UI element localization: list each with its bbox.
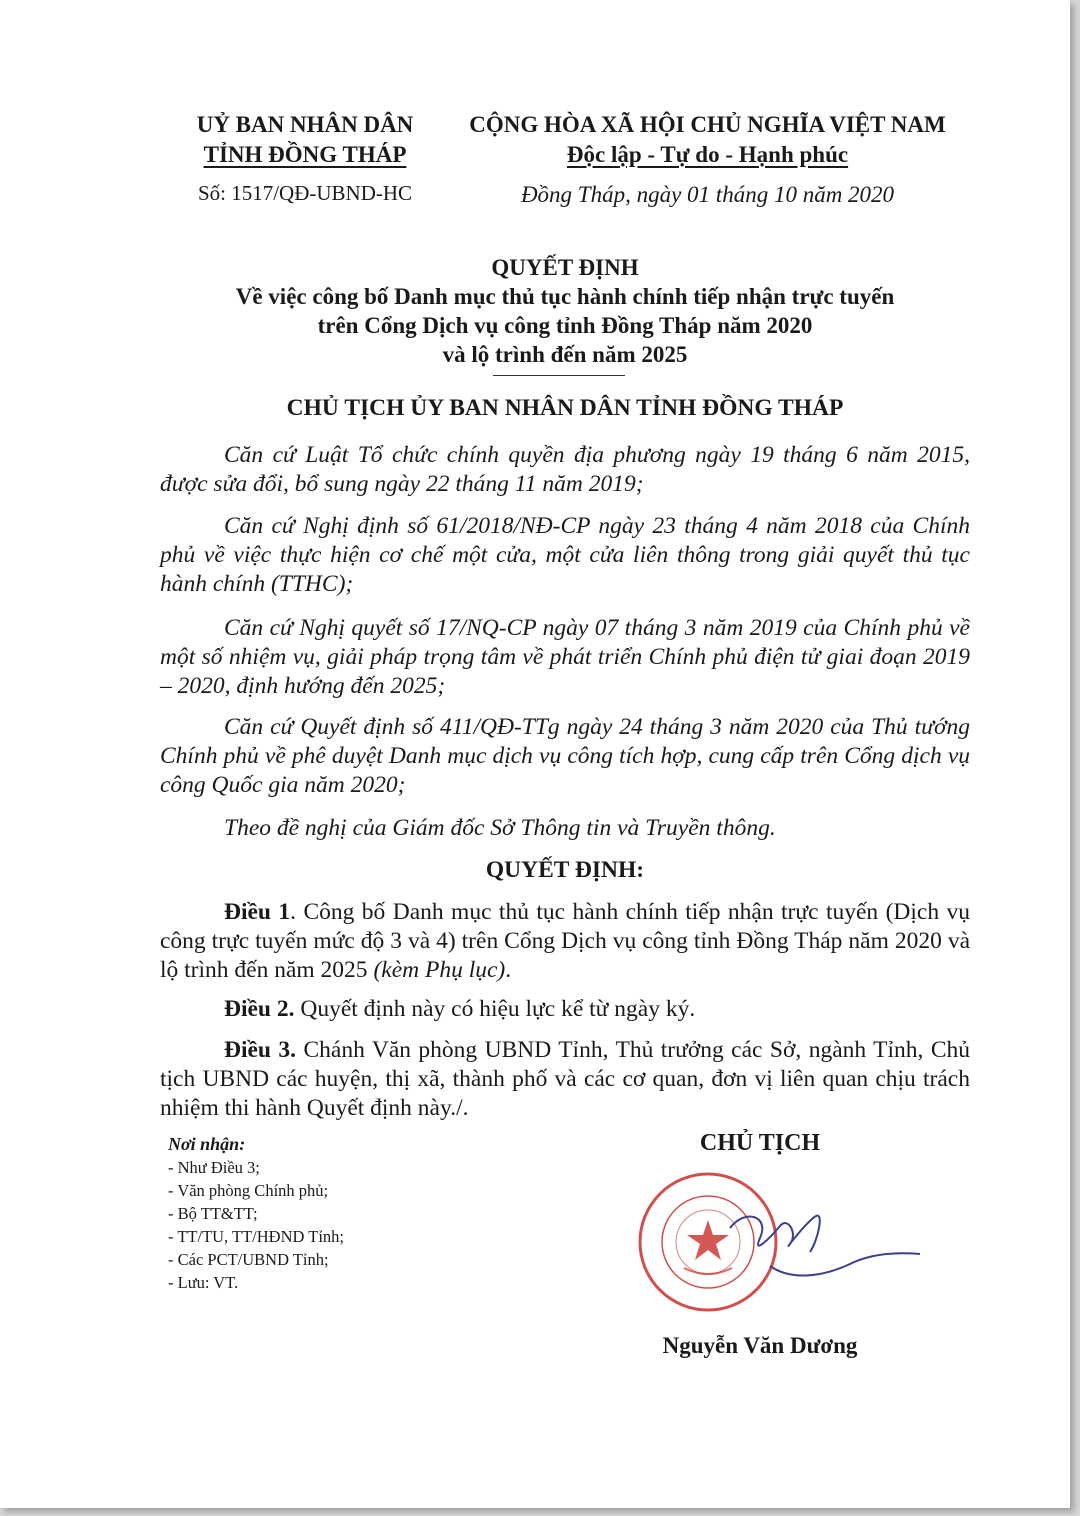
article-3 bbox=[160, 1036, 970, 1123]
subject-line3: và lộ trình đến năm 2025 bbox=[442, 342, 688, 367]
seal-and-signature bbox=[620, 1168, 940, 1328]
preamble-5-text: Theo đề nghị của Giám đốc Sở Thông tin và Truyền thông. bbox=[224, 815, 776, 841]
official-seal bbox=[640, 1174, 776, 1310]
motto-text: Độc lập - Tự do - Hạnh phúc bbox=[566, 142, 849, 167]
authority-heading: CHỦ TỊCH ỦY BAN NHÂN DÂN TỈNH ĐỒNG THÁP bbox=[286, 395, 844, 421]
recipient-item: - TT/TU, TT/HĐND Tỉnh; bbox=[168, 1227, 344, 1246]
article-1-text: . Công bố Danh mục thủ tục hành chính tiếp nhận trực tuyến (Dịch vụ công trực tuyến mức độ 3 và 4) trên Cổng Dịch vụ công tỉnh Đồng Tháp năm 2020 và lộ trình đến năm 2025 bbox=[160, 899, 970, 983]
recipients-block bbox=[168, 1132, 498, 1294]
motto-line bbox=[450, 140, 965, 170]
article-1 bbox=[160, 898, 970, 985]
preamble-1-text: Căn cứ Luật Tổ chức chính quyền địa phương ngày 19 tháng 6 năm 2015, được sửa đổi, bổ sung ngày 22 tháng 11 năm 2019; bbox=[160, 442, 970, 497]
subject-line2: trên Cổng Dịch vụ công tỉnh Đồng Tháp năm 2020 bbox=[317, 313, 813, 338]
doc-type: QUYẾT ĐỊNH bbox=[491, 255, 639, 280]
title-block bbox=[150, 253, 980, 369]
title-divider bbox=[493, 375, 625, 376]
preamble-2 bbox=[160, 512, 970, 599]
preamble-4-text: Căn cứ Quyết định số 411/QĐ-TTg ngày 24 tháng 3 năm 2020 của Thủ tướng Chính phủ về phê duyệt Danh mục dịch vụ công tích hợp, cung cấp trên Cổng dịch vụ công Quốc gia năm 2020; bbox=[160, 714, 970, 798]
nation-title: CỘNG HÒA XÃ HỘI CHỦ NGHĨA VIỆT NAM bbox=[469, 112, 946, 137]
recipient-item: - Các PCT/UBND Tỉnh; bbox=[168, 1250, 329, 1269]
doc-number: Số: 1517/QĐ-UBND-HC bbox=[197, 181, 413, 205]
signature-scribble bbox=[730, 1216, 920, 1276]
decision-heading: QUYẾT ĐỊNH: bbox=[485, 857, 645, 883]
recipient-item: - Bộ TT&TT; bbox=[168, 1204, 258, 1223]
agency-line1: UỶ BAN NHÂN DÂN bbox=[196, 112, 414, 137]
article-2-text: Quyết định này có hiệu lực kể từ ngày ký. bbox=[294, 996, 696, 1022]
article-1-note: (kèm Phụ lục) bbox=[373, 957, 506, 983]
nation-block bbox=[450, 110, 965, 170]
agency-block bbox=[150, 110, 460, 170]
preamble-3-text: Căn cứ Nghị quyết số 17/NQ-CP ngày 07 tháng 3 năm 2019 của Chính phủ về một số nhiệm vụ, giải pháp trọng tâm về phát triển Chính phủ điện tử giai đoạn 2019 – 2020, định hướng đến 2025; bbox=[160, 615, 970, 699]
agency-line2-text: TỈNH ĐỒNG THÁP bbox=[203, 142, 407, 167]
preamble-1 bbox=[160, 441, 970, 499]
preamble-4 bbox=[160, 713, 970, 800]
signer-name: Nguyễn Văn Dương bbox=[662, 1333, 858, 1358]
subject-line1: Về việc công bố Danh mục thủ tục hành chính tiếp nhận trực tuyến bbox=[235, 284, 895, 309]
recipient-item: - Văn phòng Chính phủ; bbox=[168, 1181, 329, 1200]
recipient-item: - Như Điều 3; bbox=[168, 1158, 260, 1177]
preamble-2-text: Căn cứ Nghị định số 61/2018/NĐ-CP ngày 23 tháng 4 năm 2018 của Chính phủ về việc thực hiện cơ chế một cửa, một cửa liên thông trong giải quyết thủ tục hành chính (TTHC); bbox=[160, 513, 970, 597]
place-date: Đồng Tháp, ngày 01 tháng 10 năm 2020 bbox=[520, 182, 895, 207]
article-1-label: Điều 1 bbox=[224, 899, 291, 925]
article-2 bbox=[160, 995, 970, 1024]
article-1-end: . bbox=[505, 957, 512, 983]
agency-line2 bbox=[150, 140, 460, 170]
recipients-heading: Nơi nhận: bbox=[168, 1134, 246, 1154]
signature-title: CHỦ TỊCH bbox=[699, 1130, 821, 1156]
preamble-3 bbox=[160, 614, 970, 701]
article-3-text: Chánh Văn phòng UBND Tỉnh, Thủ trưởng các Sở, ngành Tỉnh, Chủ tịch UBND các huyện, thị xã, thành phố và các cơ quan, đơn vị liên quan chịu trách nhiệm thi hành Quyết định này./. bbox=[160, 1037, 971, 1121]
article-2-label: Điều 2. bbox=[224, 996, 295, 1022]
article-3-label: Điều 3. bbox=[224, 1037, 297, 1063]
preamble-5 bbox=[160, 814, 970, 843]
recipient-item: - Lưu: VT. bbox=[168, 1273, 239, 1292]
